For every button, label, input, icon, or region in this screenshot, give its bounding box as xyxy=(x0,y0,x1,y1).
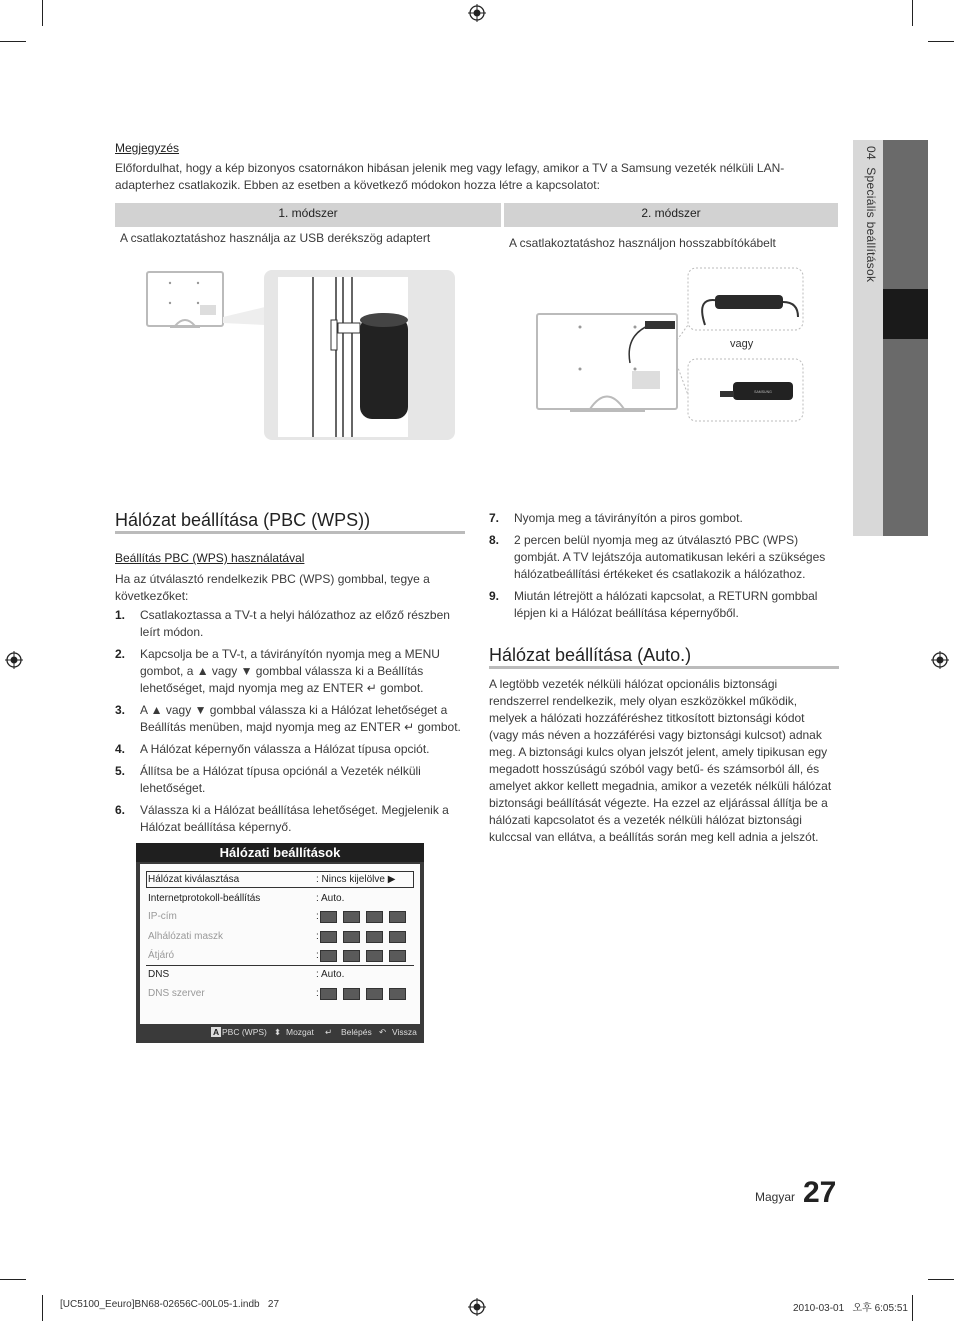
list-item xyxy=(115,763,465,797)
crop-mark xyxy=(928,1279,954,1280)
pbc-subheading: Beállítás PBC (WPS) használatával xyxy=(115,551,305,565)
footer-language: Magyar xyxy=(755,1190,796,1204)
registration-mark-icon xyxy=(931,651,949,669)
crop-mark xyxy=(0,1279,26,1280)
side-tab-label xyxy=(858,146,878,346)
osd-row-value: : xyxy=(316,950,319,961)
updown-arrow-icon: ⬍ xyxy=(274,1027,282,1037)
or-label: vagy xyxy=(730,338,754,350)
back-hint: Vissza xyxy=(392,1027,417,1037)
step-text: Válassza ki a Hálózat beállítása lehetőséget. Megjelenik a Hálózat beállítása képernyő. xyxy=(140,803,449,834)
step-number: 2. xyxy=(115,647,126,661)
enter-icon: ↵ xyxy=(325,1027,333,1037)
registration-mark-icon xyxy=(5,651,23,669)
list-item xyxy=(115,741,465,758)
pbc-hint: PBC (WPS) xyxy=(222,1027,267,1037)
crop-mark xyxy=(42,0,43,26)
step-number: 1. xyxy=(115,608,126,622)
method-2-header: 2. módszer xyxy=(504,203,838,227)
osd-row-value: : xyxy=(316,911,319,922)
note-title: Megjegyzés xyxy=(115,141,180,155)
step-text: Csatlakoztassa a TV-t a helyi hálózathoz az előző részben leírt módon. xyxy=(140,608,450,639)
crop-mark xyxy=(912,1295,913,1321)
network-settings-osd xyxy=(136,843,424,1043)
auto-heading xyxy=(489,645,691,666)
side-tab-marker xyxy=(883,289,928,339)
crop-mark xyxy=(912,0,913,26)
footer-date: 2010-03-01 오후 6:05:51 xyxy=(793,1303,908,1314)
enter-hint: Belépés xyxy=(341,1027,372,1037)
osd-row-label[interactable]: Internetprotokoll-beállítás xyxy=(148,893,261,904)
step-number: 7. xyxy=(489,511,500,525)
step-number: 4. xyxy=(115,742,126,756)
auto-heading-text: Hálózat beállítása (Auto.) xyxy=(489,645,692,665)
page-number: 27 xyxy=(803,1176,837,1209)
a-key-icon: A xyxy=(213,1027,220,1037)
step-number: 9. xyxy=(489,589,500,603)
step-text: 2 percen belül nyomja meg az útválasztó PBC (WPS) gombját. A TV lejátszója automatikusan lekéri a szükséges hálózatbeállítási értékeket és csatlakozik a hálózathoz. xyxy=(514,533,826,581)
pbc-heading-text: Hálózat beállítása (PBC (WPS)) xyxy=(115,510,371,530)
step-number: 3. xyxy=(115,703,126,717)
osd-footer xyxy=(136,1027,424,1041)
chapter-number: 04 xyxy=(864,146,878,160)
osd-row-value: : Auto. xyxy=(316,969,345,980)
chapter-title: Speciális beállítások xyxy=(864,167,878,283)
list-item xyxy=(115,802,465,836)
osd-divider xyxy=(146,965,414,966)
pbc-steps-right-list xyxy=(489,510,834,627)
usb-adapter-illustration xyxy=(140,265,460,443)
step-text: Nyomja meg a távirányítón a piros gombot. xyxy=(514,511,743,525)
osd-row-label: DNS szerver xyxy=(148,988,205,999)
auto-body: A legtöbb vezeték nélküli hálózat opcionális biztonsági rendszerrel rendelkezik, mely olyan eszközökkel működik, melyek a hálózati hozzáféréshez titkosított biztonsági kódot (vagy más néven a hozzáférési vagy biztonsági kulcsot) adnak meg. A biztonsági kulcs olyan jelszót jelent, amely tipikusan egy megadott hosszúságú szóból vagy betű- és számsorból áll, és amelyet akkor kellett megadnia, amikor a vezeték nélküli hálózat biztonsági beállítását végezte. Ha ezzel az eljárással állítja be a hálózati kapcsolatot és a vezeték nélküli hálózat biztonsági kulccsal van ellátva, a beállítás során meg kell adnia a jelszót. xyxy=(489,677,832,844)
dns-server-fields xyxy=(320,987,412,1005)
osd-row-value: : xyxy=(316,931,319,942)
list-item xyxy=(115,646,465,697)
step-text: A ▲ vagy ▼ gombbal válassza ki a Hálózat lehetőséget a Beállítás menüben, majd nyomja meg az ENTER ↵ gombot. xyxy=(140,703,461,734)
move-hint: Mozgat xyxy=(286,1027,314,1037)
crop-mark xyxy=(928,41,954,42)
list-item xyxy=(489,510,834,527)
heading-rule xyxy=(489,666,839,669)
step-text: Állítsa be a Hálózat típusa opciónál a Vezeték nélküli lehetőséget. xyxy=(140,764,421,795)
osd-row-label: Átjáró xyxy=(148,950,175,961)
osd-panel xyxy=(140,864,420,1024)
list-item xyxy=(115,702,465,736)
footer-file: [UC5100_Eeuro]BN68-02656C-00L05-1.indb 27 xyxy=(60,1299,280,1310)
list-item xyxy=(115,607,465,641)
method-1-header: 1. módszer xyxy=(115,203,501,227)
ip-address-fields xyxy=(320,910,412,928)
step-number: 5. xyxy=(115,764,126,778)
step-number: 8. xyxy=(489,533,500,547)
crop-mark xyxy=(0,41,26,42)
subnet-mask-fields xyxy=(320,930,412,948)
crop-mark xyxy=(42,1295,43,1321)
osd-row-label: Alhálózati maszk xyxy=(148,931,224,942)
osd-row-value: : xyxy=(316,988,319,999)
step-text: Kapcsolja be a TV-t, a távirányítón nyomja meg a MENU gombot, a ▲ vagy ▼ gombbal válassza ki a Beállítás lehetőséget, majd nyomja meg az ENTER ↵ gombot. xyxy=(140,647,440,695)
heading-rule xyxy=(115,531,465,534)
list-item xyxy=(489,588,834,622)
step-text: Miután létrejött a hálózati kapcsolat, a RETURN gombbal lépjen ki a Hálózat beállítása képernyőből. xyxy=(514,589,818,620)
osd-row-value: : Auto. xyxy=(316,893,345,904)
step-text: A Hálózat képernyőn válassza a Hálózat típusa opciót. xyxy=(140,742,430,756)
list-item xyxy=(489,532,834,583)
note-text: Előfordulhat, hogy a kép bizonyos csatornákon hibásan jelenik meg vagy lefagy, amikor a TV a Samsung vezeték nélküli LAN-adapterhez csatlakozik. Ebben az esetben a következő módokon hozza létre a kapcsolatot: xyxy=(115,161,785,192)
pbc-intro: Ha az útválasztó rendelkezik PBC (WPS) gombbal, tegye a következőket: xyxy=(115,572,430,603)
method-2-text: A csatlakoztatáshoz használjon hosszabbítókábelt xyxy=(509,236,776,250)
osd-row-value: : Nincs kijelölve ▶ xyxy=(316,874,396,885)
return-icon: ↶ xyxy=(379,1027,387,1037)
pbc-heading xyxy=(115,510,370,531)
brand-label: SAMSUNG xyxy=(754,390,772,394)
method-1-text: A csatlakoztatáshoz használja az USB derékszög adaptert xyxy=(120,231,431,245)
step-number: 6. xyxy=(115,803,126,817)
extension-cable-illustration xyxy=(535,265,805,425)
registration-mark-icon xyxy=(468,1298,486,1316)
registration-mark-icon xyxy=(468,4,486,22)
osd-title: Hálózati beállítások xyxy=(136,843,424,862)
osd-row-label[interactable]: Hálózat kiválasztása xyxy=(148,874,240,885)
osd-row-label: IP-cím xyxy=(148,911,177,922)
osd-row-label[interactable]: DNS xyxy=(148,969,170,980)
pbc-steps-list xyxy=(115,607,465,841)
